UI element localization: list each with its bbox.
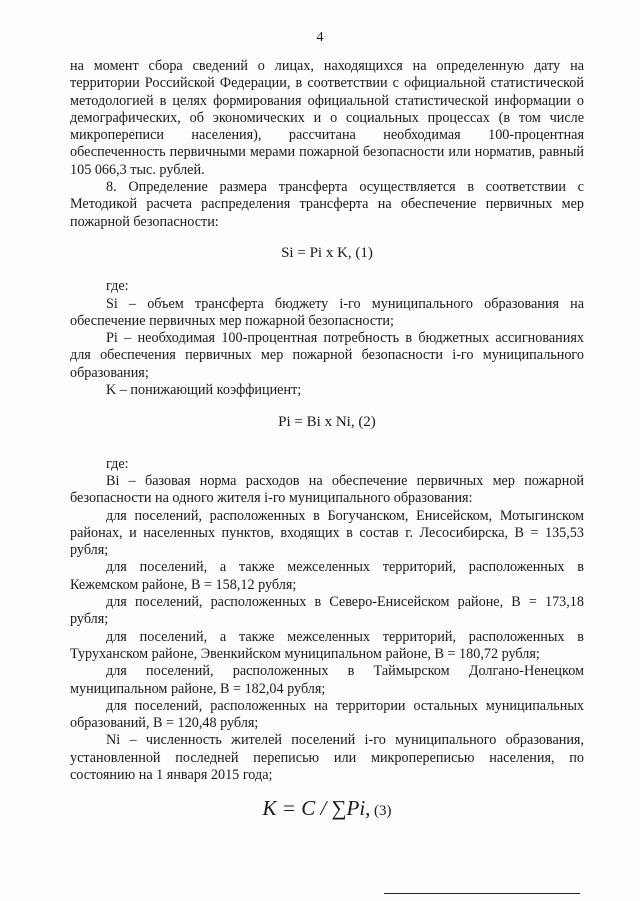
where-label-1: где: bbox=[106, 278, 129, 295]
page-number: 4 bbox=[316, 30, 324, 45]
norm-kezhma: для поселений, а также межселенных территорий, расположенных в Кежемском районе, B = 158,12 рубля; bbox=[70, 559, 584, 593]
definition-si: Si – объем трансферта бюджету i-го муниципального образования на обеспечение первичных мер пожарной безопасности; bbox=[70, 295, 584, 329]
paragraph-population-norm: на момент сбора сведений о лицах, находящихся на определенную дату на территории Российской Федерации, в соответствии с официальной статистической методологией в целях формирования официальной статистической информации о демографических, об экономических и о социальных процессах (в том числе микропереписи населения), рассчитана необходимая 100-процентная обеспеченность первичными мерами пожарной безопасности или норматив, равный 105 066,3 тыс. рублей. bbox=[70, 58, 584, 178]
formula-1: Si = Pi x K, (1) bbox=[281, 244, 373, 261]
norm-turukhansk: для поселений, а также межселенных территорий, расположенных в Туруханском районе, Эвенкийском муниципальном районе, B = 180,72 рубля; bbox=[70, 628, 584, 662]
formula-3-expression: K = C / ∑Pi, bbox=[262, 796, 371, 821]
footer-rule bbox=[384, 893, 580, 894]
norm-other: для поселений, расположенных на территории остальных муниципальных образований, B = 120,48 рубля; bbox=[70, 697, 584, 732]
norm-boguchany: для поселений, расположенных в Богучанском, Енисейском, Мотыгинском районах, и населенных пунктов, входящих в состав г. Лесосибирска, B = 135,53 рубля; bbox=[70, 507, 584, 559]
paragraph-transfer-method: 8. Определение размера трансферта осуществляется в соответствии с Методикой расчета распределения трансферта на обеспечение первичных мер пожарной безопасности: bbox=[70, 179, 584, 230]
norm-taimyr: для поселений, расположенных в Таймырском Долгано-Ненецком муниципальном районе, B = 182,04 рубля; bbox=[70, 663, 584, 697]
definition-k: K – понижающий коэффициент; bbox=[106, 382, 302, 399]
norm-severo-eniseysk: для поселений, расположенных в Северо-Енисейском районе, B = 173,18 рубля; bbox=[70, 594, 584, 628]
formula-3 bbox=[70, 796, 584, 821]
definition-ni: Ni – численность жителей поселений i-го муниципального образования, установленной последней переписью или микропереписью населения, по состоянию на 1 января 2015 года; bbox=[70, 732, 584, 783]
formula-3-number: (3) bbox=[373, 803, 392, 820]
document-body bbox=[70, 58, 584, 821]
where-label-2: где: bbox=[106, 455, 129, 472]
definition-bi: Bi – базовая норма расходов на обеспечение первичных мер пожарной безопасности на одного жителя i-го муниципального образования: bbox=[70, 472, 584, 507]
definition-pi: Pi – необходимая 100-процентная потребность в бюджетных ассигнованиях для обеспечения первичных мер пожарной безопасности i-го муниципального образования; bbox=[70, 330, 584, 381]
formula-2: Pi = Bi x Ni, (2) bbox=[278, 414, 376, 431]
